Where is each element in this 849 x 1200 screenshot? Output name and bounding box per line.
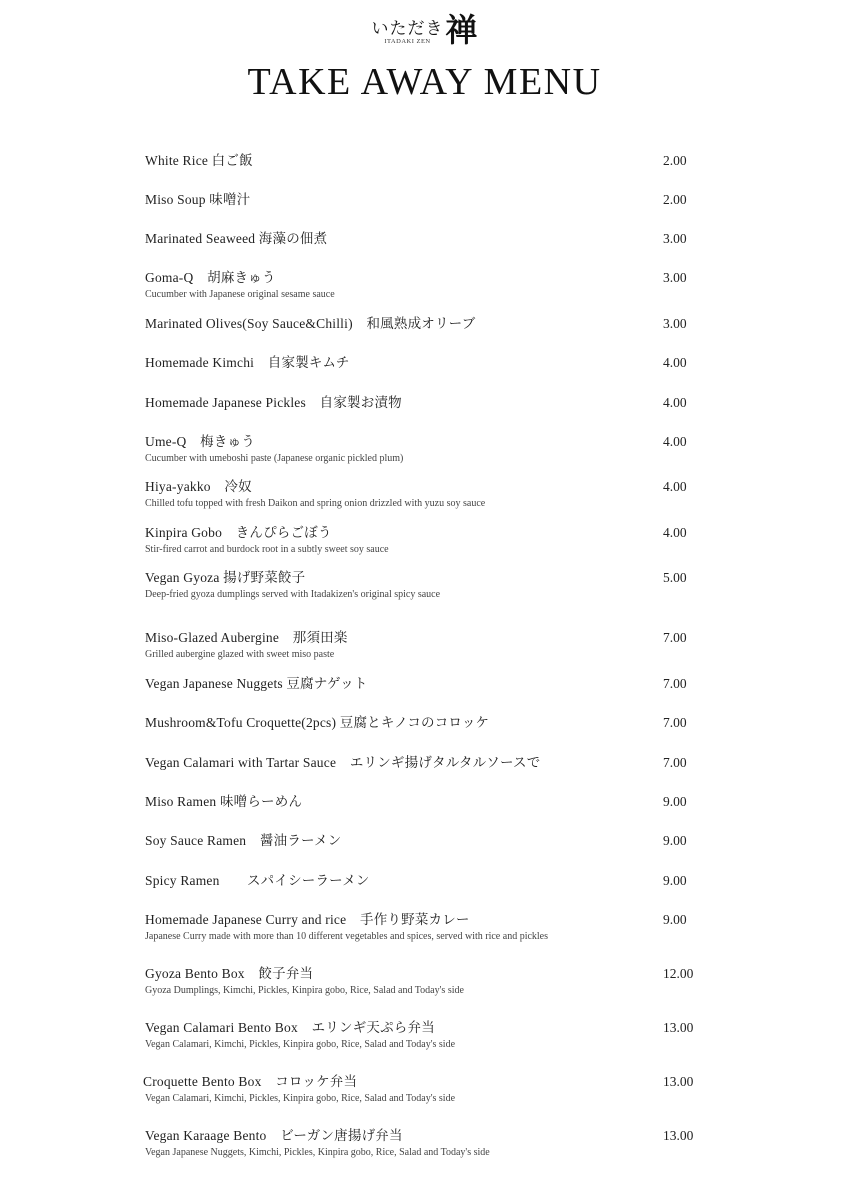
item-price: 3.00 (663, 231, 687, 246)
item-description: Stir-fired carrot and burdock root in a subtly sweet soy sauce (145, 544, 389, 555)
item-price: 9.00 (663, 833, 687, 848)
menu-item (145, 832, 705, 850)
item-price: 7.00 (663, 676, 687, 691)
item-price: 4.00 (663, 434, 687, 449)
item-name: Marinated Olives(Soy Sauce&Chilli) 和風熟成オリーブ (145, 316, 476, 331)
item-name: Spicy Ramen スパイシーラーメン (145, 873, 370, 888)
menu-item (145, 354, 705, 372)
item-price: 4.00 (663, 479, 687, 494)
menu-item (143, 1073, 703, 1105)
menu-item (145, 911, 705, 943)
menu-item (145, 433, 705, 465)
item-name: Mushroom&Tofu Croquette(2pcs) 豆腐とキノコのコロッケ (145, 715, 490, 730)
menu-item (145, 965, 705, 997)
item-name: Miso Ramen 味噌らーめん (145, 794, 303, 809)
item-name: Miso-Glazed Aubergine 那須田楽 (145, 630, 348, 645)
item-name: Miso Soup 味噌汁 (145, 192, 251, 207)
item-description: Vegan Calamari, Kimchi, Pickles, Kinpira gobo, Rice, Salad and Today's side (145, 1093, 456, 1104)
menu-title: TAKE AWAY MENU (247, 61, 602, 103)
item-name: Vegan Japanese Nuggets 豆腐ナゲット (145, 676, 368, 691)
item-price: 5.00 (663, 570, 687, 585)
item-price: 13.00 (663, 1020, 694, 1035)
menu-item (145, 1019, 705, 1051)
item-price: 9.00 (663, 873, 687, 888)
item-price: 9.00 (663, 794, 687, 809)
menu-item (145, 675, 705, 693)
menu-item (145, 793, 705, 811)
menu-item (145, 191, 705, 209)
item-description: Deep-fried gyoza dumplings served with Itadakizen's original spicy sauce (145, 589, 441, 600)
item-price: 13.00 (663, 1128, 694, 1143)
menu-item (145, 629, 705, 661)
item-price: 3.00 (663, 316, 687, 331)
item-price: 12.00 (663, 966, 694, 981)
item-description: Chilled tofu topped with fresh Daikon and spring onion drizzled with yuzu soy sauce (145, 498, 486, 509)
menu-item (145, 269, 705, 301)
menu-item (145, 315, 705, 333)
menu-item (145, 478, 705, 510)
item-price: 3.00 (663, 270, 687, 285)
item-name: Vegan Calamari Bento Box エリンギ天ぷら弁当 (145, 1020, 435, 1035)
item-description: Grilled aubergine glazed with sweet miso paste (145, 649, 335, 660)
item-price: 7.00 (663, 715, 687, 730)
item-name: Ume-Q 梅きゅう (145, 434, 255, 449)
item-price: 4.00 (663, 525, 687, 540)
item-price: 13.00 (663, 1074, 694, 1089)
item-name: Homemade Japanese Curry and rice 手作り野菜カレー (145, 912, 470, 927)
menu-item (145, 524, 705, 556)
item-name: Hiya-yakko 冷奴 (145, 479, 252, 494)
menu-item (145, 872, 705, 890)
item-price: 2.00 (663, 192, 687, 207)
item-price: 7.00 (663, 755, 687, 770)
item-price: 2.00 (663, 153, 687, 168)
menu-item (145, 152, 705, 170)
item-name: Homemade Kimchi 自家製キムチ (145, 355, 350, 370)
item-description: Gyoza Dumplings, Kimchi, Pickles, Kinpira gobo, Rice, Salad and Today's side (145, 985, 464, 996)
item-name: Gyoza Bento Box 餃子弁当 (145, 966, 314, 981)
item-price: 4.00 (663, 395, 687, 410)
item-price: 9.00 (663, 912, 687, 927)
item-description: Vegan Japanese Nuggets, Kimchi, Pickles, Kinpira gobo, Rice, Salad and Today's side (145, 1147, 490, 1158)
logo-kanji: 禅 (445, 12, 478, 48)
item-name: Marinated Seaweed 海藻の佃煮 (145, 231, 328, 246)
menu-item (145, 714, 705, 732)
item-description: Cucumber with umeboshi paste (Japanese organic pickled plum) (145, 453, 404, 464)
menu-item (145, 754, 705, 772)
item-name: Vegan Karaage Bento ビーガン唐揚げ弁当 (145, 1128, 403, 1143)
item-name: Goma-Q 胡麻きゅう (145, 270, 276, 285)
logo-english-text: ITADAKI ZEN (384, 38, 431, 45)
item-price: 4.00 (663, 355, 687, 370)
item-name: Croquette Bento Box コロッケ弁当 (143, 1074, 358, 1089)
logo-japanese-text: いただき (371, 19, 444, 38)
restaurant-logo (0, 14, 849, 46)
item-description: Cucumber with Japanese original sesame sauce (145, 289, 335, 300)
menu-item (145, 394, 705, 412)
item-name: Soy Sauce Ramen 醤油ラーメン (145, 833, 342, 848)
menu-item (145, 230, 705, 248)
item-price: 7.00 (663, 630, 687, 645)
menu-item (145, 569, 705, 601)
item-name: Vegan Calamari with Tartar Sauce エリンギ揚げタルタルソースで (145, 755, 541, 770)
item-name: Vegan Gyoza 揚げ野菜餃子 (145, 570, 306, 585)
item-name: White Rice 白ご飯 (145, 153, 253, 168)
menu-item (145, 1127, 705, 1159)
item-name: Homemade Japanese Pickles 自家製お漬物 (145, 395, 402, 410)
item-name: Kinpira Gobo きんぴらごぼう (145, 525, 332, 540)
item-description: Vegan Calamari, Kimchi, Pickles, Kinpira gobo, Rice, Salad and Today's side (145, 1039, 456, 1050)
item-description: Japanese Curry made with more than 10 different vegetables and spices, served with rice and pickles (145, 931, 549, 942)
